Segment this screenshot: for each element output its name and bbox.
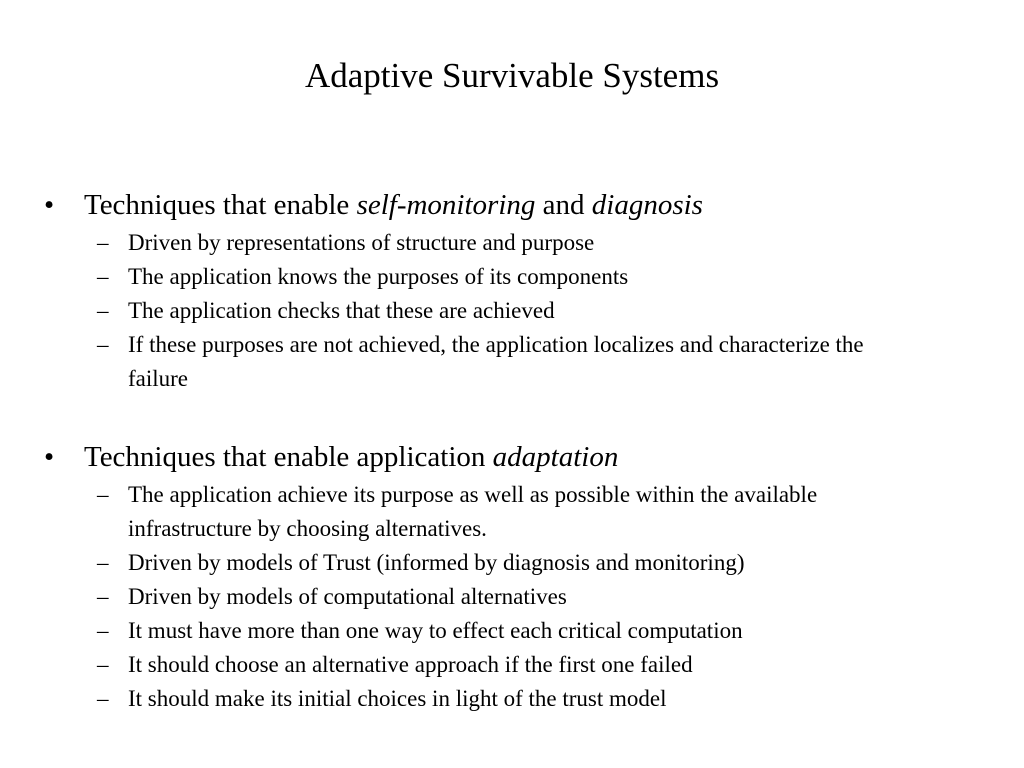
sub-bullet-item [0,580,1024,614]
sub-bullet-text: The application checks that these are achieved [128,298,555,323]
sub-bullet-text: Driven by models of computational alternatives [128,584,567,609]
bullet-heading-text [84,184,703,226]
sub-bullet-text: The application achieve its purpose as well as possible within the available infrastructure by choosing alternatives. [128,482,818,541]
dash-icon: – [97,550,109,575]
heading-part: Techniques that enable [84,189,357,221]
heading-part-italic: self-monitoring [356,189,536,221]
sub-bullet-item [0,648,1024,682]
dash-icon: – [97,618,109,643]
sub-bullet-text: It should make its initial choices in light of the trust model [128,686,667,711]
dash-icon: – [97,264,109,289]
sub-bullet-text: If these purposes are not achieved, the application localizes and characterize the failure [128,332,864,391]
dash-icon: – [97,332,109,357]
sub-bullet-item [0,478,1024,546]
sub-bullet-text: Driven by models of Trust (informed by diagnosis and monitoring) [128,550,745,575]
sub-bullet-item [0,226,1024,260]
dash-icon: – [97,652,109,677]
dash-icon: – [97,686,109,711]
sub-bullet-item [0,614,1024,648]
sub-bullet-text: Driven by representations of structure and purpose [128,230,595,255]
heading-part: and [535,189,592,221]
sub-bullet-item [0,328,1024,396]
bullet-heading [0,436,1024,478]
heading-part-italic: adaptation [492,441,619,473]
sub-bullet-item [0,260,1024,294]
sub-bullet-item [0,294,1024,328]
slide-title: Adaptive Survivable Systems [304,56,720,95]
bullet-icon: • [44,441,55,473]
sub-bullet-list [0,478,1024,716]
dash-icon: – [97,230,109,255]
bullet-icon: • [44,189,55,221]
bullet-section-self-monitoring [0,184,1024,396]
dash-icon: – [97,482,109,507]
sub-bullet-text: The application knows the purposes of its components [128,264,629,289]
heading-part-italic: diagnosis [591,189,703,221]
sub-bullet-list [0,226,1024,396]
bullet-heading-text [84,436,618,478]
sub-bullet-item [0,546,1024,580]
sub-bullet-text: It should choose an alternative approach if the first one failed [128,652,693,677]
bullet-heading [0,184,1024,226]
dash-icon: – [97,584,109,609]
sub-bullet-text: It must have more than one way to effect each critical computation [128,618,743,643]
sub-bullet-item [0,682,1024,716]
bullet-section-adaptation [0,436,1024,716]
heading-part: Techniques that enable application [84,441,493,473]
dash-icon: – [97,298,109,323]
